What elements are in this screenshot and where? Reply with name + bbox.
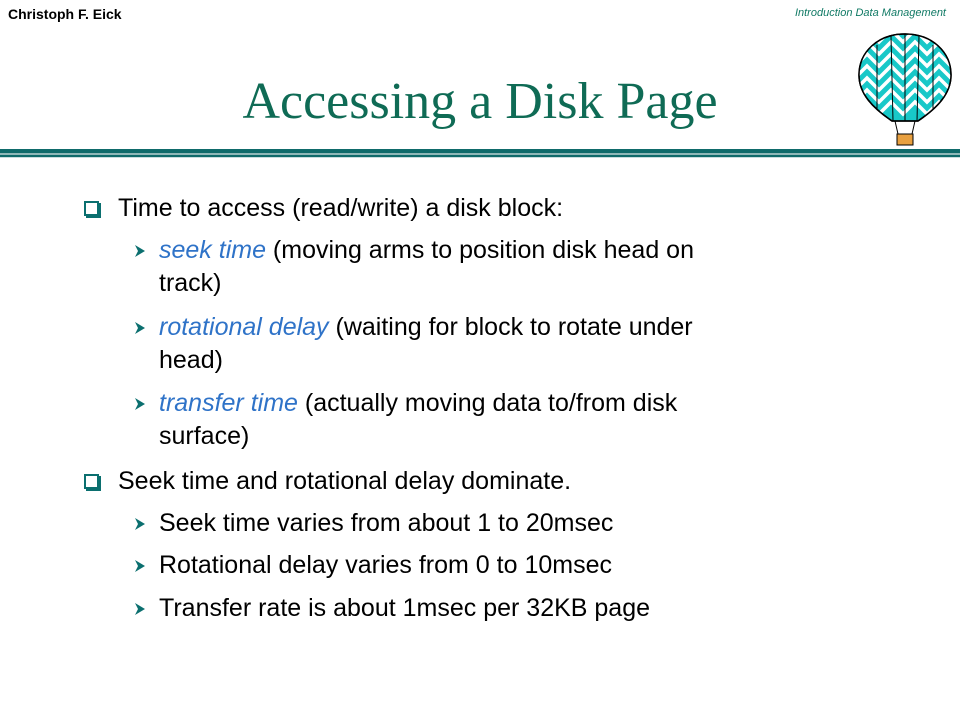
term-highlight: seek time (159, 236, 266, 264)
sub-bullet-item (159, 234, 859, 300)
arrow-bullet-icon (134, 244, 146, 258)
sub-bullet-text: Seek time varies from about 1 to 20msec (159, 509, 614, 537)
bullet-square-icon (84, 201, 99, 216)
bullet-square-icon (84, 474, 99, 489)
sub-bullet-item (159, 592, 650, 625)
arrow-bullet-icon (134, 321, 146, 335)
page-title: Accessing a Disk Page (242, 73, 718, 130)
term-highlight: rotational delay (159, 313, 329, 341)
arrow-bullet-icon (134, 517, 146, 531)
sub-bullet-text-continued: surface) (159, 422, 250, 450)
sub-bullet-text: Transfer rate is about 1msec per 32KB page (159, 594, 651, 622)
bullet-item (118, 465, 571, 498)
arrow-bullet-icon (134, 602, 146, 616)
bullet-text: Seek time and rotational delay dominate. (118, 467, 572, 495)
sub-bullet-text: Rotational delay varies from 0 to 10msec (159, 551, 612, 579)
bullet-item (118, 192, 563, 225)
sub-bullet-item (159, 311, 859, 377)
arrow-bullet-icon (134, 397, 146, 411)
author-name: Christoph F. Eick (8, 6, 122, 22)
sub-bullet-item (159, 387, 859, 453)
sub-bullet-text: (actually moving data to/from disk (297, 389, 678, 417)
course-name: Introduction Data Management (794, 7, 946, 19)
sub-bullet-text-continued: head) (159, 346, 223, 374)
arrow-bullet-icon (134, 559, 146, 573)
sub-bullet-item (159, 549, 612, 582)
sub-bullet-text: (moving arms to position disk head on (265, 236, 694, 264)
term-highlight: transfer time (159, 389, 298, 417)
sub-bullet-item (159, 507, 613, 540)
bullet-text: Time to access (read/write) a disk block: (118, 194, 564, 222)
sub-bullet-text-continued: track) (159, 269, 222, 297)
sub-bullet-text: (waiting for block to rotate under (328, 313, 693, 341)
